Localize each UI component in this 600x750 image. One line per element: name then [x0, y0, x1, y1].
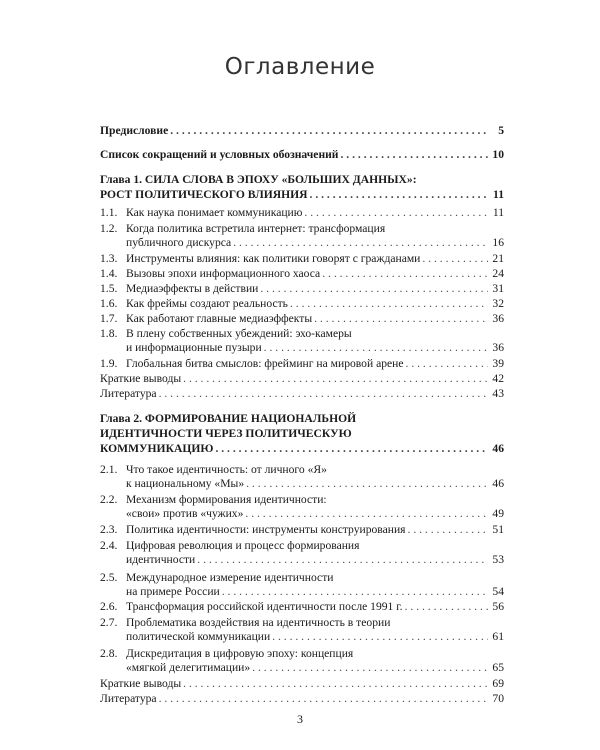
- entry-text: Медиаэффекты в действии: [126, 282, 259, 295]
- entry-page: 43: [492, 387, 504, 400]
- entry-number: 2.8.: [100, 647, 118, 660]
- entry-page: 49: [492, 507, 504, 520]
- entry-text: Как работают главные медиаэффекты: [126, 312, 313, 325]
- entry-text: «свои» против «чужих»: [126, 507, 244, 520]
- toc-entry-2-3[interactable]: [100, 523, 504, 537]
- entry-number: 2.2.: [100, 493, 118, 506]
- entry-text: Трансформация российской идентичности после 1991 г.: [126, 600, 403, 613]
- entry-number: 2.1.: [100, 463, 118, 476]
- entry-page: 11: [492, 206, 504, 219]
- entry-page: 31: [492, 282, 504, 295]
- toc-entry-1-4[interactable]: [100, 267, 504, 281]
- dot-leader: [170, 124, 488, 138]
- entry-number: 1.8.: [100, 327, 118, 340]
- entry-text: Список сокращений и условных обозначений: [100, 148, 339, 161]
- entry-text: Как фреймы создают реальность: [126, 297, 288, 310]
- toc-entry-1-5[interactable]: [100, 282, 504, 296]
- entry-text: РОСТ ПОЛИТИЧЕСКОГО ВЛИЯНИЯ: [100, 188, 308, 201]
- toc-entry-ch2-summary[interactable]: [100, 677, 504, 691]
- toc-entry-ch1-literature[interactable]: [100, 387, 504, 401]
- entry-number: 1.7.: [100, 312, 118, 325]
- entry-text: Литература: [100, 387, 157, 400]
- entry-text: и информационные пузыри: [126, 341, 262, 354]
- toc-entry-1-3[interactable]: [100, 252, 504, 266]
- entry-number: 1.3.: [100, 252, 118, 265]
- entry-page: 5: [498, 124, 504, 137]
- toc-entry-1-8[interactable]: [100, 327, 504, 355]
- dot-leader: [215, 441, 488, 456]
- entry-page: 21: [492, 252, 504, 265]
- entry-page: 65: [492, 661, 504, 674]
- entry-number: 1.6.: [100, 297, 118, 310]
- dot-leader: [246, 477, 488, 491]
- chapter-title-line: Глава 2. ФОРМИРОВАНИЕ НАЦИОНАЛЬНОЙ: [100, 412, 357, 425]
- entry-text: КОММУНИКАЦИЮ: [100, 442, 214, 455]
- entry-number: 2.7.: [100, 616, 118, 629]
- dot-leader: [233, 236, 488, 250]
- entry-text-line: Дискредитация в цифровую эпоху: концепция: [126, 647, 354, 660]
- dot-leader: [304, 206, 488, 220]
- entry-number: 1.1.: [100, 206, 118, 219]
- entry-page: 36: [492, 341, 504, 354]
- chapter-title-line: ИДЕНТИЧНОСТИ ЧЕРЕЗ ПОЛИТИЧЕСКУЮ: [100, 427, 352, 440]
- entry-page: 46: [492, 477, 504, 490]
- entry-text: политической коммуникации: [126, 630, 271, 643]
- dot-leader: [408, 523, 488, 537]
- page-title: Оглавление: [224, 54, 376, 80]
- chapter-title-line: Глава 1. СИЛА СЛОВА В ЭПОХУ «БОЛЬШИХ ДАННЫХ»:: [100, 173, 417, 186]
- entry-text: идентичности: [126, 553, 196, 566]
- toc-entry-2-8[interactable]: [100, 647, 504, 675]
- entry-page: 42: [492, 372, 504, 385]
- toc-entry-1-7[interactable]: [100, 312, 504, 326]
- entry-text: Глобальная битва смыслов: фрейминг на мировой арене: [126, 357, 404, 370]
- toc-entry-chapter-2[interactable]: [100, 411, 504, 457]
- entry-page: 61: [492, 630, 504, 643]
- entry-text: Предисловие: [100, 124, 169, 137]
- dot-leader: [197, 553, 488, 567]
- dot-leader: [183, 677, 488, 691]
- toc-entry-ch1-summary[interactable]: [100, 372, 504, 386]
- dot-leader: [314, 312, 488, 326]
- dot-leader: [159, 692, 488, 706]
- entry-page: 11: [493, 188, 504, 201]
- dot-leader: [341, 148, 489, 162]
- toc-entry-2-6[interactable]: [100, 600, 504, 614]
- toc-entry-1-9[interactable]: [100, 357, 504, 371]
- entry-text-line: В плену собственных убеждений: эхо-камеры: [126, 327, 352, 340]
- entry-text-line: Механизм формирования идентичности:: [126, 493, 327, 506]
- entry-text: Как наука понимает коммуникацию: [126, 206, 303, 219]
- dot-leader: [322, 267, 488, 281]
- entry-number: 1.2.: [100, 222, 118, 235]
- page-number: 3: [297, 712, 303, 726]
- entry-number: 1.9.: [100, 357, 118, 370]
- entry-text: Политика идентичности: инструменты конструирования: [126, 523, 406, 536]
- dot-leader: [183, 372, 488, 386]
- dot-leader: [222, 585, 488, 599]
- entry-text: Краткие выводы: [100, 372, 182, 385]
- entry-number: 1.4.: [100, 267, 118, 280]
- dot-leader: [310, 187, 488, 202]
- entry-page: 56: [492, 600, 504, 613]
- toc-entry-2-1[interactable]: [100, 463, 504, 491]
- entry-text-line: Международное измерение идентичности: [126, 571, 334, 584]
- entry-text: к национальному «Мы»: [126, 477, 245, 490]
- toc-entry-abbreviations[interactable]: [100, 148, 504, 162]
- entry-text-line: Что такое идентичность: от личного «Я»: [126, 463, 327, 476]
- dot-leader: [405, 600, 488, 614]
- entry-page: 39: [492, 357, 504, 370]
- dot-leader: [272, 630, 488, 644]
- entry-page: 32: [492, 297, 504, 310]
- entry-text-line: Когда политика встретила интернет: трансформация: [126, 222, 386, 235]
- toc-entry-2-4[interactable]: [100, 539, 504, 567]
- entry-text: Инструменты влияния: как политики говорят с гражданами: [126, 252, 421, 265]
- entry-number: 2.3.: [100, 523, 118, 536]
- entry-text: «мягкой делегитимации»: [126, 661, 251, 674]
- entry-page: 70: [492, 692, 504, 705]
- toc-entry-1-6[interactable]: [100, 297, 504, 311]
- entry-page: 53: [492, 553, 504, 566]
- toc-entry-ch2-literature[interactable]: [100, 692, 504, 706]
- dot-leader: [260, 282, 488, 296]
- entry-text: Вызовы эпохи информационного хаоса: [126, 267, 321, 280]
- entry-text: публичного дискурса: [126, 236, 232, 249]
- toc-entry-1-1[interactable]: [100, 206, 504, 220]
- toc-entry-2-2[interactable]: [100, 493, 504, 521]
- entry-page: 10: [492, 148, 504, 161]
- entry-text-line: Проблематика воздействия на идентичность в теории: [126, 616, 391, 629]
- entry-page: 69: [492, 677, 504, 690]
- entry-page: 16: [492, 236, 504, 249]
- dot-leader: [290, 297, 488, 311]
- dot-leader: [422, 252, 488, 266]
- entry-page: 36: [492, 312, 504, 325]
- entry-page: 24: [492, 267, 504, 280]
- entry-number: 2.4.: [100, 539, 118, 552]
- entry-page: 54: [492, 585, 504, 598]
- entry-number: 2.6.: [100, 600, 118, 613]
- entry-number: 2.5.: [100, 571, 118, 584]
- toc-entry-chapter-1[interactable]: [100, 172, 504, 204]
- dot-leader: [245, 507, 488, 521]
- toc-entry-2-7[interactable]: [100, 616, 504, 644]
- toc-entry-2-5[interactable]: [100, 571, 504, 599]
- toc-entry-1-2[interactable]: [100, 222, 504, 250]
- toc-entry-preface[interactable]: [100, 124, 504, 138]
- dot-leader: [264, 341, 488, 355]
- entry-text: на примере России: [126, 585, 220, 598]
- entry-text: Литература: [100, 692, 157, 705]
- dot-leader: [406, 357, 488, 371]
- dot-leader: [159, 387, 488, 401]
- entry-text: Краткие выводы: [100, 677, 182, 690]
- dot-leader: [252, 661, 488, 675]
- entry-number: 1.5.: [100, 282, 118, 295]
- entry-page: 51: [492, 523, 504, 536]
- entry-text-line: Цифровая революция и процесс формирования: [126, 539, 360, 552]
- entry-page: 46: [492, 442, 504, 455]
